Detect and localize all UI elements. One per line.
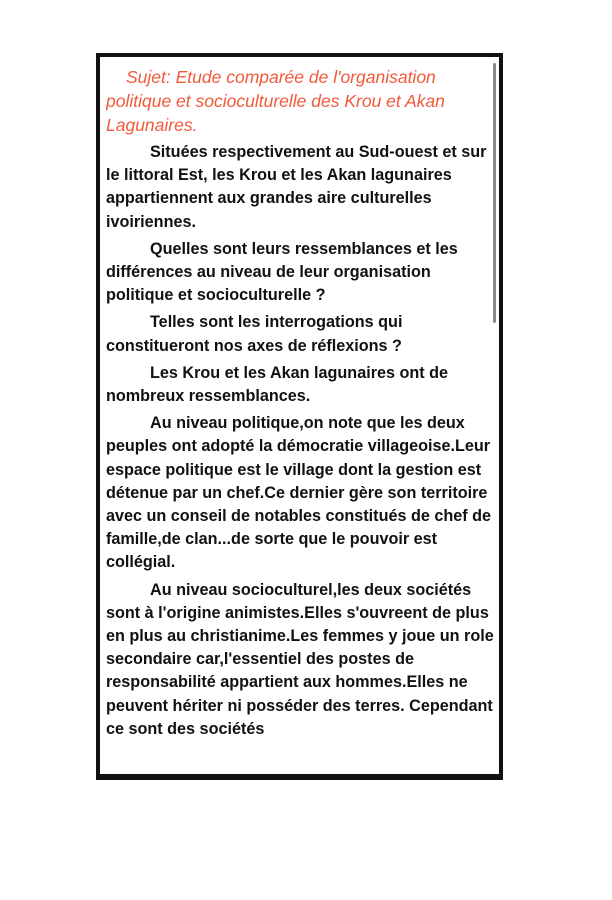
paragraph-introduction: Situées respectivement au Sud-ouest et sur le littoral Est, les Krou et les Akan lagunaires appartiennent aux grandes aire culturelles ivoiriennes. (106, 143, 487, 231)
paragraph-axes: Telles sont les interrogations qui constitueront nos axes de réflexions ? (106, 313, 403, 355)
paragraph-similarities: Les Krou et les Akan lagunaires ont de nombreux ressemblances. (106, 363, 449, 406)
paragraph-political: Au niveau politique,on note que les deux peuples ont adopté la démocratie villageoise.Leur espace politique est le village dont la gestion est détenue par un chef.Ce dernier gère son territoire avec un conseil de notables constitués de chef de famille,de clan...de sorte que le pouvoir est collégial. (106, 414, 492, 572)
document-subject: Sujet: Etude comparée de l'organisation politique et socioculturelle des Krou et Akan Lagunaires. (106, 67, 445, 135)
vertical-scrollbar[interactable] (493, 63, 496, 323)
paragraph-question: Quelles sont leurs ressemblances et les différences au niveau de leur organisation politique et socioculturelle ? (106, 239, 458, 305)
paragraph-sociocultural: Au niveau socioculturel,les deux sociétés sont à l'origine animistes.Elles s'ouvreent de plus en plus au christianime.Les femmes y joue un role secondaire car,l'essentiel des postes de responsabilité appartient aux hommes.Elles ne peuvent hériter ni posséder des terres. Cependant ce sont des sociétés (106, 580, 494, 738)
document-viewer[interactable] (96, 53, 503, 780)
document-scroll-area[interactable] (106, 65, 494, 777)
